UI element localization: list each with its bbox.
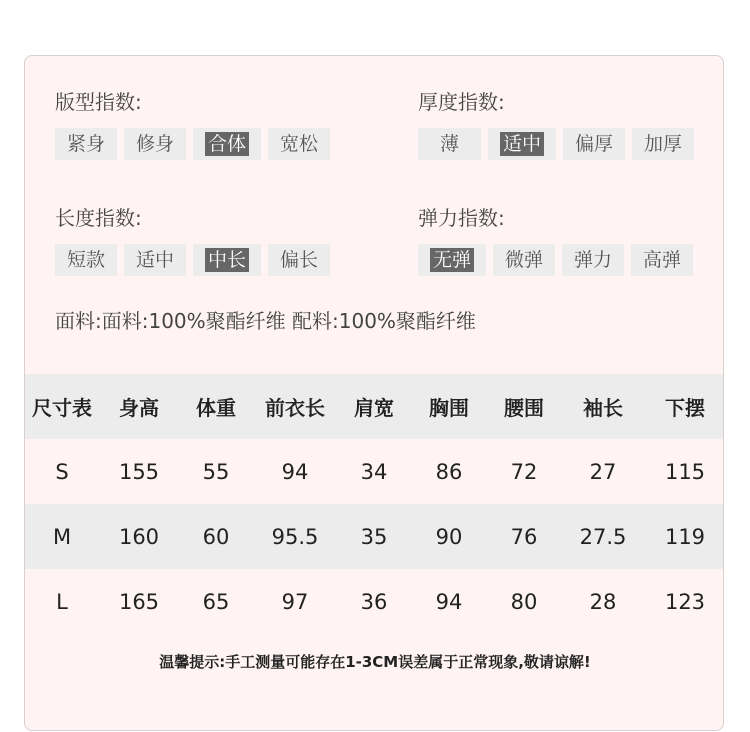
elasticity-option: 高弹 xyxy=(631,244,693,276)
length-index-options xyxy=(55,244,330,276)
table-cell: 35 xyxy=(360,524,388,549)
elasticity-option: 微弹 xyxy=(493,244,555,276)
table-cell: 94 xyxy=(281,459,309,484)
table-cell: 34 xyxy=(360,459,388,484)
thickness-option-selected: 适中 xyxy=(488,128,556,160)
table-header-cell: 胸围 xyxy=(429,396,469,420)
table-row xyxy=(25,569,724,634)
table-header-cell: 肩宽 xyxy=(354,396,394,420)
thickness-index-options xyxy=(418,128,694,160)
table-cell: M xyxy=(52,524,72,549)
table-cell: 119 xyxy=(664,524,706,549)
size-table xyxy=(25,374,724,634)
table-header-cell: 下摆 xyxy=(665,396,705,420)
length-option: 偏长 xyxy=(268,244,330,276)
elasticity-index-title: 弹力指数: xyxy=(418,206,505,230)
length-option: 短款 xyxy=(55,244,117,276)
table-cell: 72 xyxy=(510,459,538,484)
table-cell: 95.5 xyxy=(271,524,319,549)
fabric-info: 面料:面料:100%聚酯纤维 配料:100%聚酯纤维 xyxy=(55,309,476,333)
table-cell: 76 xyxy=(510,524,538,549)
table-header-cell: 尺寸表 xyxy=(32,396,92,420)
table-cell: 94 xyxy=(435,589,463,614)
table-cell: 65 xyxy=(202,589,230,614)
table-header-cell: 腰围 xyxy=(504,396,544,420)
fit-option: 紧身 xyxy=(55,128,117,160)
fit-option-selected: 合体 xyxy=(193,128,261,160)
fit-index xyxy=(55,88,330,160)
table-cell: 123 xyxy=(664,589,706,614)
thickness-option: 薄 xyxy=(418,128,481,160)
length-index xyxy=(55,204,330,276)
table-cell: 60 xyxy=(202,524,230,549)
table-row xyxy=(25,504,724,569)
length-option-selected: 中长 xyxy=(193,244,261,276)
length-option: 适中 xyxy=(124,244,186,276)
table-cell: 27.5 xyxy=(579,524,627,549)
table-cell: 55 xyxy=(202,459,230,484)
table-header-cell: 体重 xyxy=(196,396,236,420)
elasticity-index-options xyxy=(418,244,693,276)
table-row xyxy=(25,439,724,504)
measurement-note: 温馨提示:手工测量可能存在1-3CM误差属于正常现象,敬请谅解! xyxy=(159,653,591,671)
elasticity-option-selected: 无弹 xyxy=(418,244,486,276)
thickness-index xyxy=(418,88,694,160)
table-header-row xyxy=(25,374,724,439)
fit-index-title: 版型指数: xyxy=(55,90,142,114)
table-cell: 165 xyxy=(118,589,160,614)
table-cell: 155 xyxy=(118,459,160,484)
thickness-index-title: 厚度指数: xyxy=(418,90,505,114)
table-cell: 97 xyxy=(281,589,309,614)
table-header-cell: 前衣长 xyxy=(265,396,325,420)
table-cell: 28 xyxy=(589,589,617,614)
length-index-title: 长度指数: xyxy=(55,206,142,230)
table-header-cell: 身高 xyxy=(119,396,159,420)
fit-option: 修身 xyxy=(124,128,186,160)
table-header-cell: 袖长 xyxy=(583,396,623,420)
table-cell: 36 xyxy=(360,589,388,614)
thickness-option: 加厚 xyxy=(632,128,694,160)
elasticity-option: 弹力 xyxy=(562,244,624,276)
table-cell: 80 xyxy=(510,589,538,614)
thickness-option: 偏厚 xyxy=(563,128,625,160)
table-cell: 160 xyxy=(118,524,160,549)
size-info-card xyxy=(24,55,724,731)
fit-index-options xyxy=(55,128,330,160)
table-cell: S xyxy=(55,459,69,484)
table-cell: 115 xyxy=(664,459,706,484)
table-cell: 90 xyxy=(435,524,463,549)
table-cell: L xyxy=(56,589,68,614)
elasticity-index xyxy=(418,204,693,276)
table-cell: 86 xyxy=(435,459,463,484)
table-cell: 27 xyxy=(589,459,617,484)
fit-option: 宽松 xyxy=(268,128,330,160)
